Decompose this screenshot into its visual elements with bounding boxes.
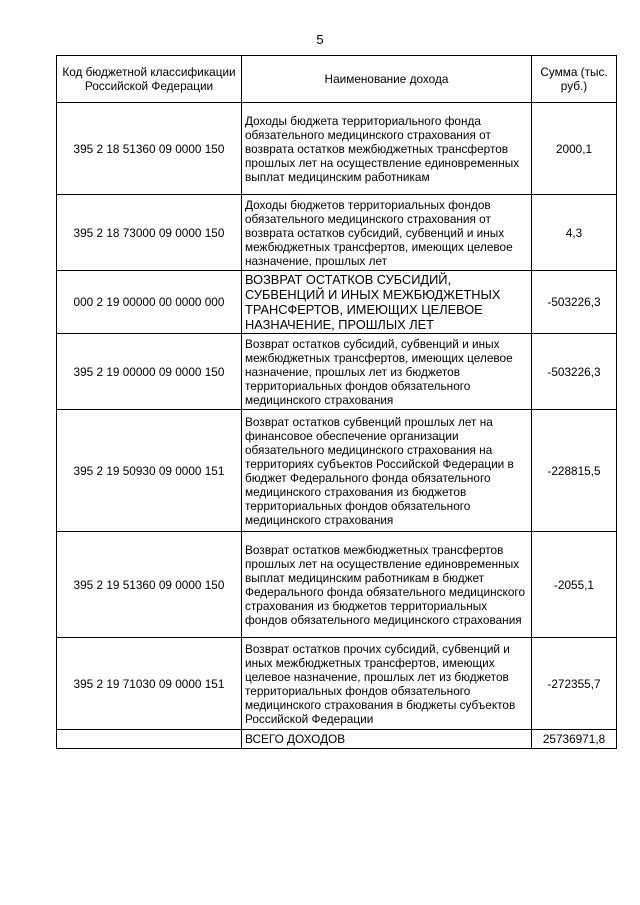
revenue-table bbox=[56, 55, 617, 749]
row-name: Доходы бюджетов территориальных фондов обязательного медицинского страхования от возврата остатков субсидий, субвенций и иных межбюджетных трансфертов, имеющих целевое назначение, прошлых лет bbox=[242, 195, 532, 271]
row-code: 395 2 19 00000 09 0000 150 bbox=[57, 334, 242, 410]
total-label: ВСЕГО ДОХОДОВ bbox=[242, 730, 532, 749]
row-name: Возврат остатков межбюджетных трансфертов прошлых лет на осуществление единовременных выплат медицинским работникам в бюджет Федерального фонда обязательного медицинского страхования из бюджетов территориальных фондов обязательного медицинского страхования bbox=[242, 532, 532, 638]
row-name: ВОЗВРАТ ОСТАТКОВ СУБСИДИЙ, СУБВЕНЦИЙ И ИНЫХ МЕЖБЮДЖЕТНЫХ ТРАНСФЕРТОВ, ИМЕЮЩИХ ЦЕЛЕВОЕ НАЗНАЧЕНИЕ, ПРОШЛЫХ ЛЕТ bbox=[242, 271, 532, 334]
row-sum: -503226,3 bbox=[532, 334, 617, 410]
row-name: Возврат остатков субвенций прошлых лет на финансовое обеспечение организации обязательного медицинского страхования на территориях субъектов Российской Федерации в бюджет Федерального фонда обязательного медицинского страхования из бюджетов территориальных фондов обязательного медицинского страхования bbox=[242, 410, 532, 532]
row-code: 395 2 19 51360 09 0000 150 bbox=[57, 532, 242, 638]
table-row bbox=[57, 271, 617, 334]
table-row bbox=[57, 638, 617, 730]
total-sum: 25736971,8 bbox=[532, 730, 617, 749]
table-header-row bbox=[57, 56, 617, 103]
row-sum: 2000,1 bbox=[532, 103, 617, 195]
table-row bbox=[57, 410, 617, 532]
table-row bbox=[57, 532, 617, 638]
row-code: 395 2 18 51360 09 0000 150 bbox=[57, 103, 242, 195]
row-code: 395 2 19 71030 09 0000 151 bbox=[57, 638, 242, 730]
row-code: 395 2 19 50930 09 0000 151 bbox=[57, 410, 242, 532]
page-number: 5 bbox=[316, 32, 324, 47]
row-code: 000 2 19 00000 00 0000 000 bbox=[57, 271, 242, 334]
row-sum: -503226,3 bbox=[532, 271, 617, 334]
table-row bbox=[57, 103, 617, 195]
table-total-row bbox=[57, 730, 617, 749]
row-sum: 4,3 bbox=[532, 195, 617, 271]
table-row bbox=[57, 334, 617, 410]
row-name: Доходы бюджета территориального фонда обязательного медицинского страхования от возврата остатков межбюджетных трансфертов прошлых лет на осуществление единовременных выплат медицинским работникам bbox=[242, 103, 532, 195]
header-sum: Сумма (тыс. руб.) bbox=[532, 56, 617, 103]
total-code bbox=[57, 730, 242, 749]
header-code: Код бюджетной классификации Российской Федерации bbox=[57, 56, 242, 103]
row-sum: -272355,7 bbox=[532, 638, 617, 730]
row-name: Возврат остатков субсидий, субвенций и иных межбюджетных трансфертов, имеющих целевое назначение, прошлых лет из бюджетов территориальных фондов обязательного медицинского страхования bbox=[242, 334, 532, 410]
header-name: Наименование дохода bbox=[242, 56, 532, 103]
row-sum: -2055,1 bbox=[532, 532, 617, 638]
row-code: 395 2 18 73000 09 0000 150 bbox=[57, 195, 242, 271]
table-row bbox=[57, 195, 617, 271]
row-name: Возврат остатков прочих субсидий, субвенций и иных межбюджетных трансфертов, имеющих целевое назначение, прошлых лет из бюджетов территориальных фондов обязательного медицинского страхования в бюджеты субъектов Российской Федерации bbox=[242, 638, 532, 730]
row-sum: -228815,5 bbox=[532, 410, 617, 532]
